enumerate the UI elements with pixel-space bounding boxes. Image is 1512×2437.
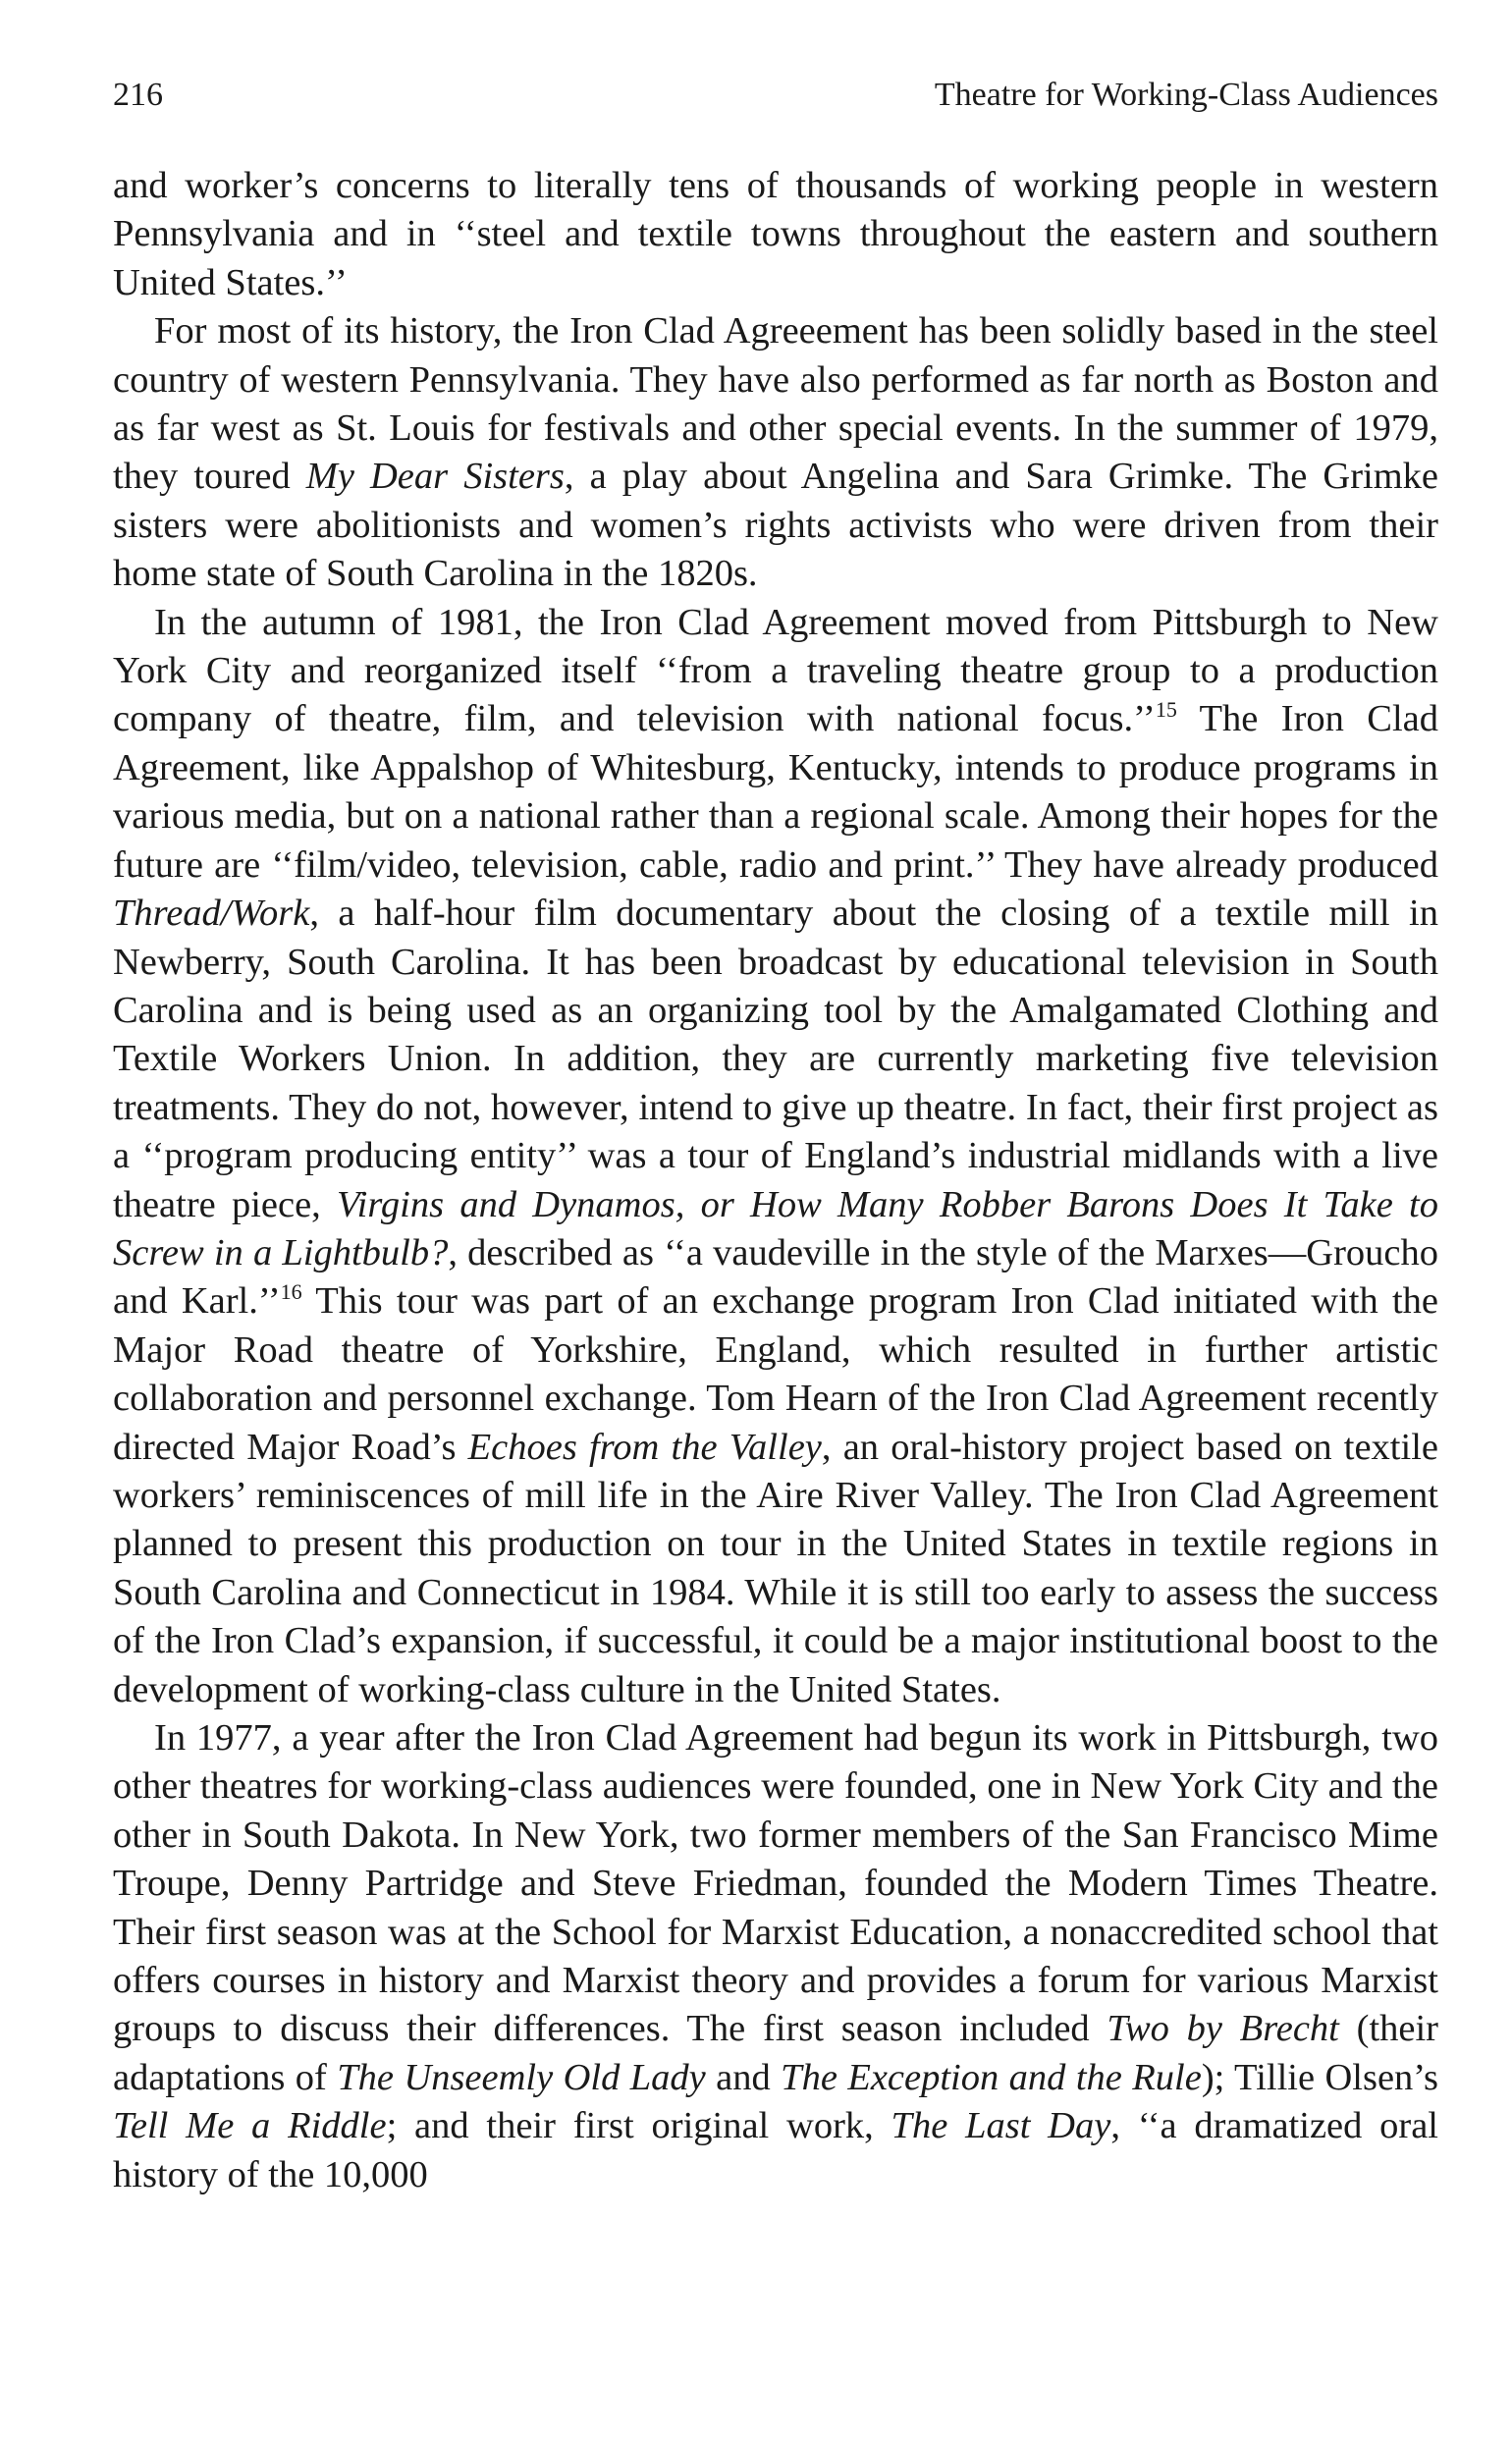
text-run: , ‘‘a dramatized oral history of the 10,000 <box>113 2105 1438 2195</box>
paragraph-3 <box>113 599 1438 1714</box>
play-title: The Exception and the Rule <box>781 2056 1202 2098</box>
text-run: The Iron Clad Agreement, like Appalshop of Whitesburg, Kentucky, intends to produce programs in various media, but on a national rather than a regional scale. Among their hopes for the future are ‘‘film/video, television, cable, radio and print.’’ They have already produced <box>113 698 1438 886</box>
text-run: , an oral-history project based on textile workers’ reminiscences of mill life in the Aire River Valley. The Iron Clad Agreement planned to present this production on tour in the United States in textile regions in South Carolina and Connecticut in 1984. While it is still too early to assess the success of the Iron Clad’s expansion, if successful, it could be a major institutional boost to the development of working-class culture in the United States. <box>113 1426 1438 1710</box>
play-title: Tell Me a Riddle <box>113 2105 387 2147</box>
play-title: Two by Brecht <box>1107 2008 1339 2050</box>
play-title: My Dear Sisters <box>305 456 565 498</box>
text-run: and worker’s concerns to literally tens of thousands of working people in western Pennsylvania and in ‘‘steel and textile towns throughout the eastern and southern United States.’’ <box>113 165 1438 303</box>
footnote-ref: 15 <box>1155 697 1177 723</box>
text-run: and <box>705 2056 782 2098</box>
paragraph-4 <box>113 1714 1438 2199</box>
text-run: , a play about Angelina and Sara Grimke. The Grimke sisters were abolitionists and women’s rights activists who were driven from their home state of South Carolina in the 1820s. <box>113 456 1439 595</box>
play-title: The Unseemly Old Lady <box>337 2056 706 2098</box>
text-run: For most of its history, the Iron Clad Agreeement has been solidly based in the steel country of western Pennsylvania. They have also performed as far north as Boston and as far west as St. Louis for festivals and other special events. In the summer of 1979, they toured <box>113 310 1438 498</box>
play-title: The Last Day <box>891 2105 1111 2147</box>
page-number: 216 <box>113 77 163 113</box>
text-run: , a half-hour film documentary about the closing of a textile mill in Newberry, South Carolina. It has been broadcast by educational television in South Carolina and is being used as an organizing tool by the Amalgamated Clothing and Textile Workers Union. In addition, they are currently marketing five television treatments. They do not, however, intend to give up theatre. In fact, their first project as a ‘‘program producing entity’’ was a tour of England’s industrial midlands with a live theatre piece, <box>113 893 1438 1225</box>
text-run: In 1977, a year after the Iron Clad Agreement had begun its work in Pittsburgh, two other theatres for working-class audiences were founded, one in New York City and the other in South Dakota. In New York, two former members of the San Francisco Mime Troupe, Denny Partridge and Steve Friedman, founded the Modern Times Theatre. Their first season was at the School for Marxist Education, a nonaccredited school that offers courses in history and Marxist theory and provides a forum for various Marxist groups to discuss their differences. The first season included <box>113 1717 1438 2050</box>
footnote-ref: 16 <box>280 1279 302 1305</box>
text-run: , described as ‘‘a vaudeville in the style of the Marxes—Groucho and Karl.’’ <box>113 1231 1438 1323</box>
running-title: Theatre for Working-Class Audiences <box>934 77 1438 113</box>
text-run: This tour was part of an exchange program Iron Clad initiated with the Major Road theatre of Yorkshire, England, which resulted in further artistic collaboration and personnel exchange. Tom Hearn of the Iron Clad Agreement recently directed Major Road’s <box>113 1280 1439 1468</box>
play-title: Echoes from the Valley <box>467 1426 822 1468</box>
text-run: ); Tillie Olsen’s <box>1201 2056 1438 2098</box>
text-run: ; and their first original work, <box>386 2105 891 2147</box>
body-text <box>113 162 1438 2199</box>
page-header <box>113 71 1438 120</box>
play-title: Virgins and Dynamos, or How Many Robber Barons Does It Take to Screw in a Lightbulb? <box>113 1183 1438 1273</box>
paragraph-2 <box>113 307 1438 598</box>
text-run: In the autumn of 1981, the Iron Clad Agreement moved from Pittsburgh to New York City and reorganized itself ‘‘from a traveling theatre group to a production company of theatre, film, and television with national focus.’’ <box>113 601 1438 740</box>
text-run: (their adaptations of <box>113 2008 1438 2098</box>
paragraph-1 <box>113 162 1438 307</box>
film-title: Thread/Work <box>113 893 310 935</box>
